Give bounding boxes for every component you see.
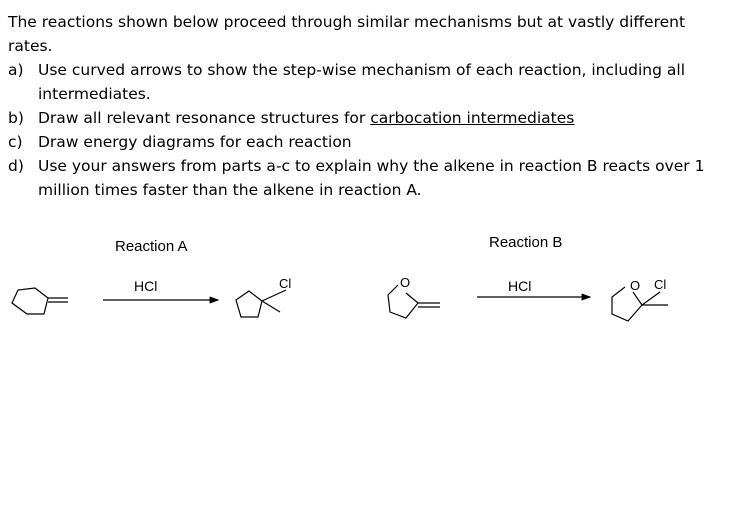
reaction-b-title: Reaction B (489, 234, 563, 251)
question-item-c (8, 130, 733, 154)
item-label: a) (8, 61, 24, 79)
reactant-b-o-label: O (400, 275, 411, 290)
product-a-structure (236, 290, 286, 317)
product-b-cl-label: Cl (654, 277, 667, 292)
item-text: Draw energy diagrams for each reaction (38, 133, 352, 151)
item-text: Use your answers from parts a-c to explain why the alkene in reaction B reacts over 1 million times faster than the alkene in reaction A. (38, 157, 705, 199)
question-item-b (8, 106, 733, 130)
underlined-term: carbocation intermediates (370, 109, 575, 127)
item-label: c) (8, 133, 23, 151)
product-b-o-label: O (630, 278, 641, 293)
question-item-d (8, 154, 733, 202)
question-item-a (8, 58, 733, 106)
reaction-b-reagent: HCl (508, 278, 532, 294)
product-a-cl-label: Cl (279, 276, 292, 291)
reactant-b-structure (388, 285, 440, 318)
reaction-a-reagent: HCl (134, 278, 158, 294)
item-label: d) (8, 157, 24, 175)
reaction-scheme (0, 260, 737, 340)
item-label: b) (8, 109, 24, 127)
reactant-a-structure (12, 288, 68, 314)
intro-text: The reactions shown below proceed through similar mechanisms but at vastly different rates. (8, 13, 686, 55)
item-text-plain: Draw all relevant resonance structures for (38, 109, 371, 127)
reaction-a-title: Reaction A (115, 238, 188, 255)
item-text (38, 106, 733, 130)
item-text: Use curved arrows to show the step-wise mechanism of each reaction, including all intermediates. (38, 61, 685, 103)
question-list (8, 58, 733, 202)
